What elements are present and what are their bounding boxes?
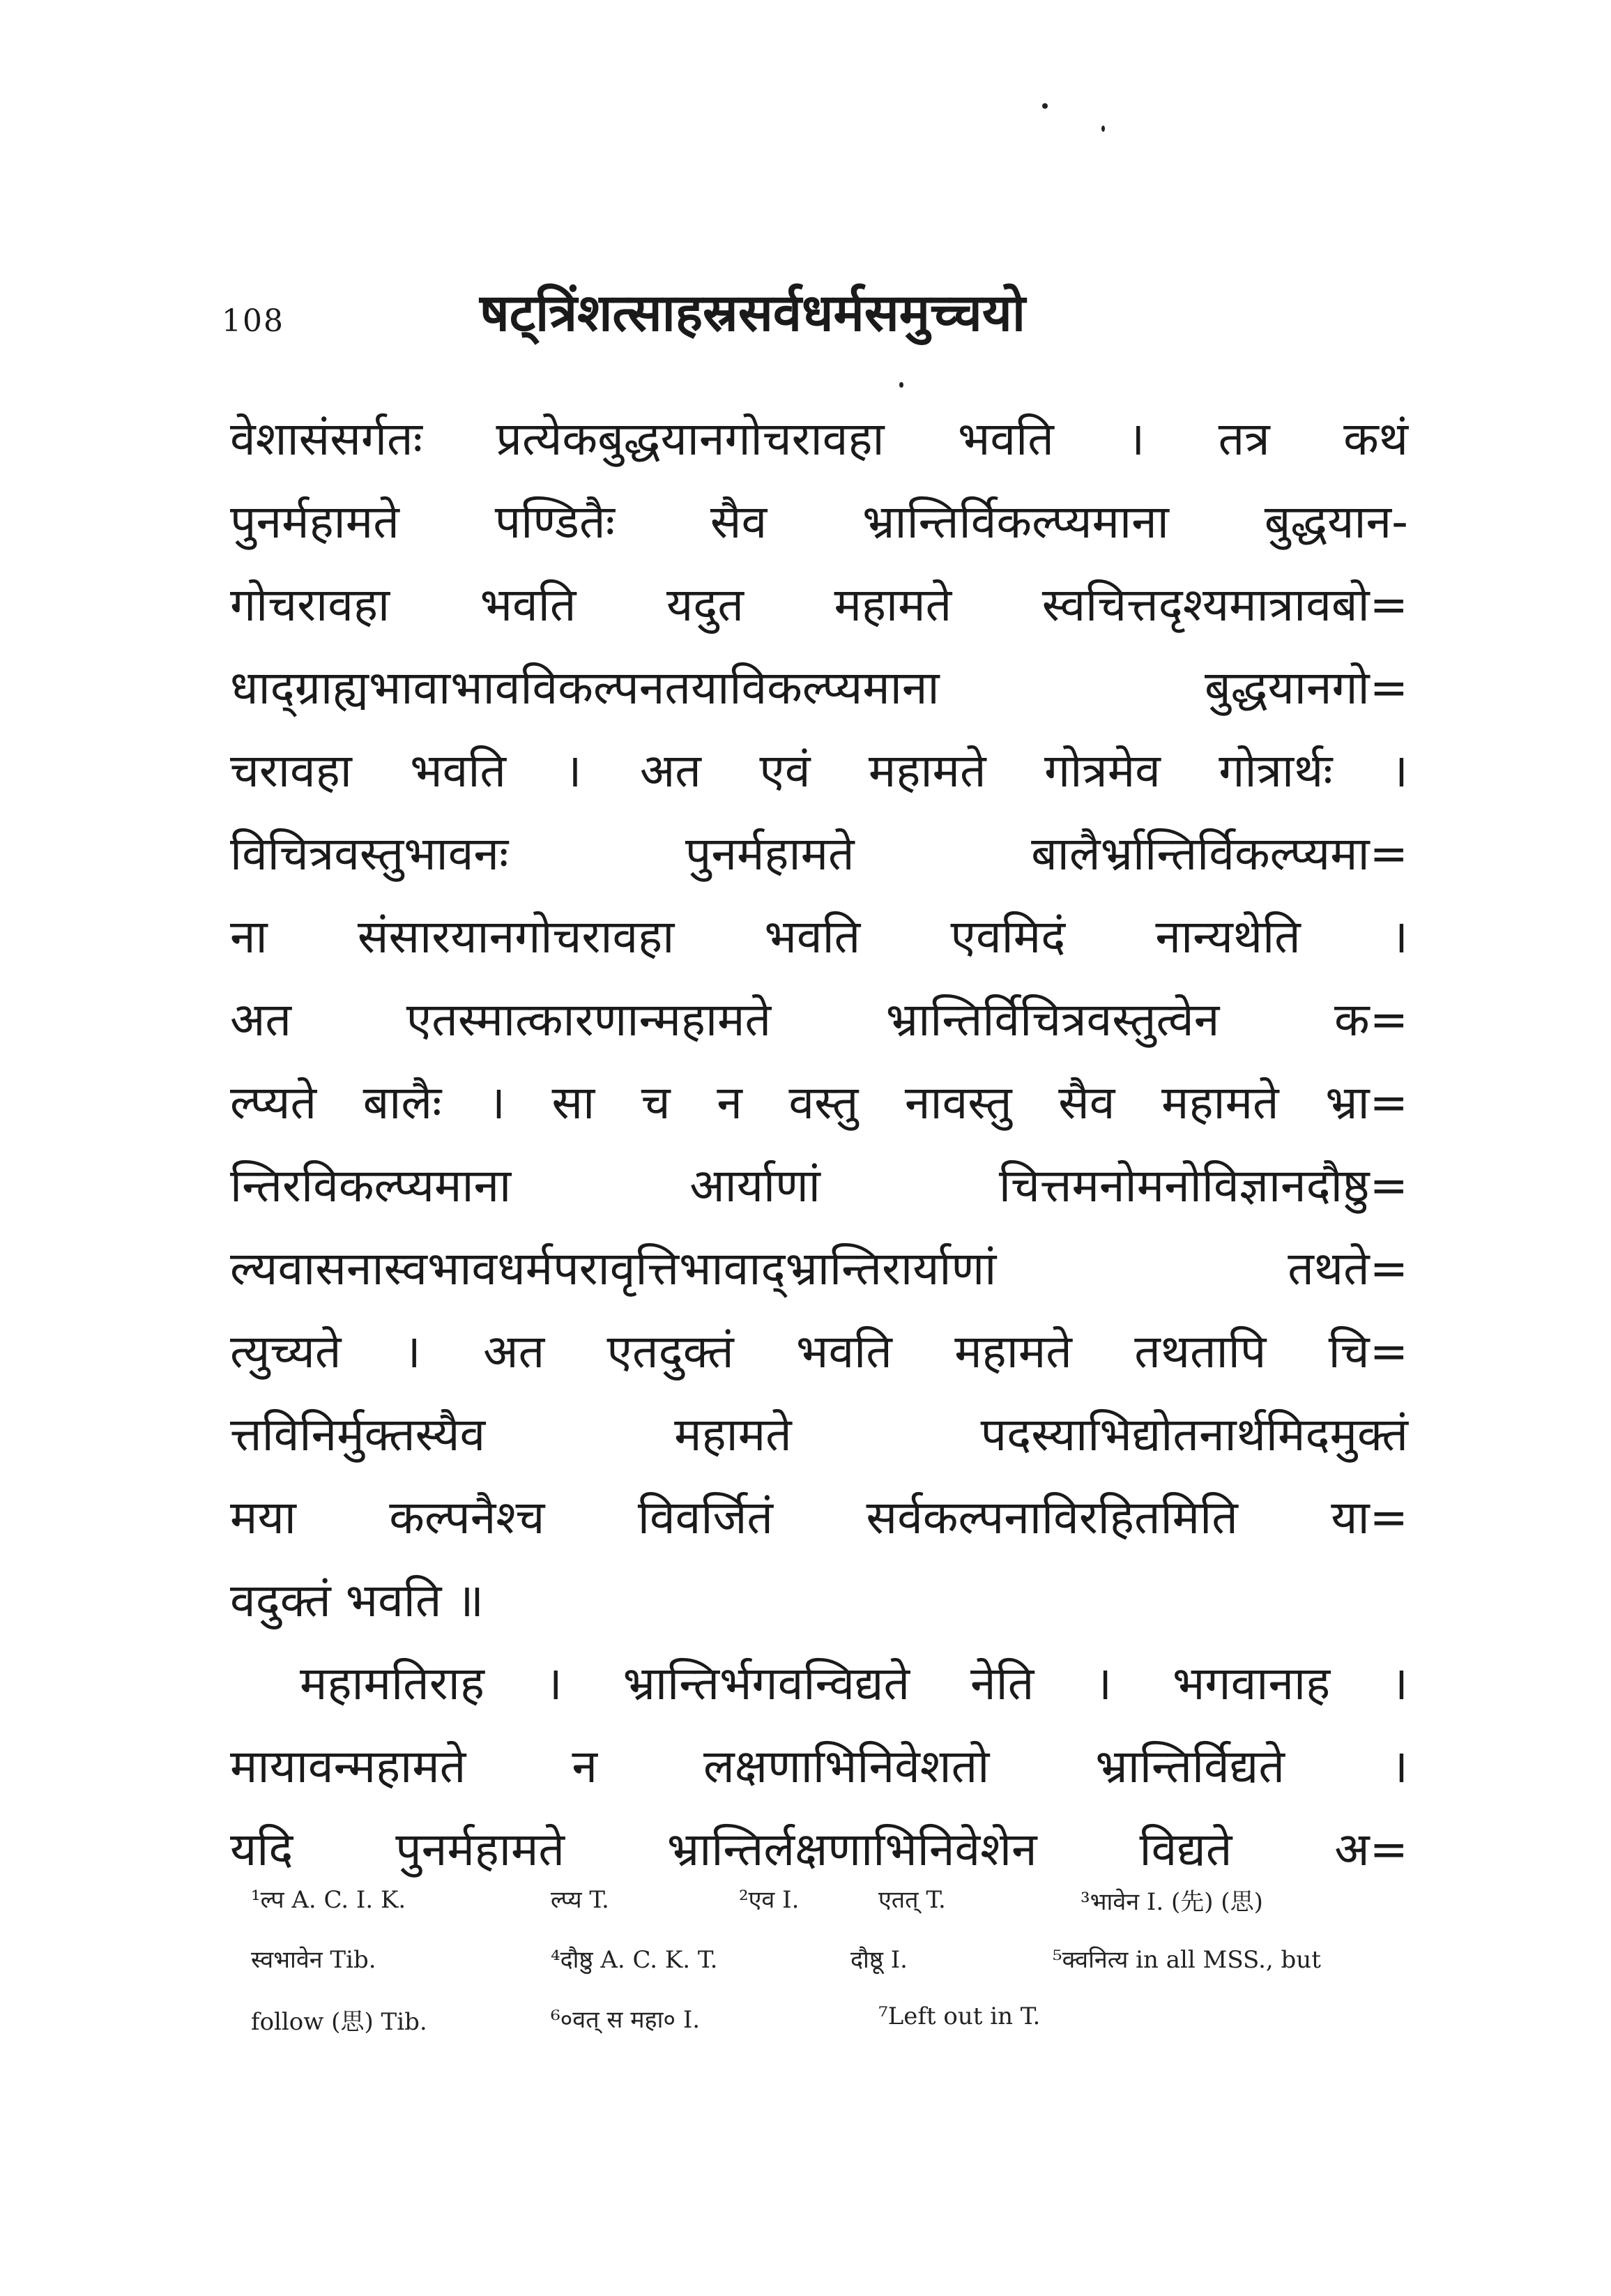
ink-speck bbox=[1042, 103, 1048, 109]
page-header bbox=[222, 275, 1407, 359]
footnote-1-variant: ¹ल्प A. C. I. K. bbox=[251, 1886, 406, 1914]
text-line: धाद्ग्राह्यभावाभावविकल्पनतयाविकल्प्यमाना बुद्धयानगो= bbox=[230, 661, 1408, 715]
text-line: यदि पुनर्महामते भ्रान्तिर्लक्षणाभिनिवेशेन विद्यते अ= bbox=[230, 1823, 1408, 1876]
footnote-2-variant: ²एव I. bbox=[739, 1886, 800, 1914]
ink-speck bbox=[1101, 126, 1105, 132]
text-line: त्युच्यते । अत एतदुक्तं भवति महामते तथतापि चि= bbox=[230, 1325, 1408, 1378]
text-line: विचित्रवस्तुभावनः पुनर्महामते बालैर्भ्रान्तिर्विकल्प्यमा= bbox=[230, 827, 1408, 881]
footnotes bbox=[251, 1883, 1415, 2062]
ink-speck bbox=[899, 382, 903, 388]
text-line: मायावन्महामते न लक्षणाभिनिवेशतो भ्रान्तिर्विद्यते । bbox=[230, 1740, 1408, 1793]
text-line: चरावहा भवति । अत एवं महामते गोत्रमेव गोत्रार्थः । bbox=[230, 744, 1408, 798]
footnote-7-note: ⁷Left out in T. bbox=[878, 2002, 1041, 2030]
page-number: 108 bbox=[222, 303, 284, 339]
text-line: गोचरावहा भवति यदुत महामते स्वचित्तदृश्यमात्रावबो= bbox=[230, 578, 1408, 632]
paragraph-start-line: महामतिराह । भ्रान्तिर्भगवन्विद्यते नेति । भगवानाह । bbox=[300, 1657, 1408, 1710]
footnote-1-variant-t: ल्प्य T. bbox=[551, 1886, 609, 1914]
running-title: षट्त्रिंशत्साहस्रसर्वधर्मसमुच्चयो bbox=[480, 283, 1025, 343]
footnote-5-continuation: follow (思) Tib. bbox=[251, 2008, 427, 2036]
text-line: पुनर्महामते पण्डितैः सैव भ्रान्तिर्विकल्प्यमाना बुद्धयान- bbox=[230, 495, 1408, 549]
text-line: ना संसारयानगोचरावहा भवति एवमिदं नान्यथेति । bbox=[230, 910, 1408, 964]
text-line: वदुक्तं भवति ॥ bbox=[230, 1574, 484, 1627]
footnote-4-variant-i: दौष्ठू I. bbox=[850, 1946, 908, 1974]
footnote-3-variant: ³भावेन I. (先) (思) bbox=[1081, 1888, 1263, 1916]
text-line: त्तविनिर्मुक्तस्यैव महामते पदस्याभिद्योतनार्थमिदमुक्तं bbox=[230, 1408, 1408, 1461]
footnote-row bbox=[251, 1943, 1415, 2002]
text-line: अत एतस्मात्कारणान्महामते भ्रान्तिर्विचित्रवस्तुत्वेन क= bbox=[230, 993, 1408, 1047]
footnote-5-variant: ⁵क्वनित्य in all MSS., but bbox=[1053, 1946, 1321, 1974]
footnote-4-variant: ⁴दौष्ठु A. C. K. T. bbox=[551, 1946, 718, 1974]
sanskrit-body-text bbox=[230, 397, 1408, 1891]
text-line: न्तिरविकल्प्यमाना आर्याणां चित्तमनोमनोविज्ञानदौष्ठु= bbox=[230, 1159, 1408, 1212]
text-line: ल्यवासनास्वभावधर्मपरावृत्तिभावाद्भ्रान्तिरार्याणां तथते= bbox=[230, 1242, 1408, 1295]
footnote-row bbox=[251, 2002, 1415, 2062]
text-line: वेशासंसर्गतः प्रत्येकबुद्धयानगोचरावहा भवति । तत्र कथं bbox=[230, 412, 1408, 466]
text-line: मया कल्पनैश्च विवर्जितं सर्वकल्पनाविरहितमिति या= bbox=[230, 1491, 1408, 1544]
footnote-3-variant-tib: स्वभावेन Tib. bbox=[251, 1946, 376, 1974]
footnote-row bbox=[251, 1883, 1415, 1943]
footnote-6-variant: ⁶०वत् स महा० I. bbox=[551, 2006, 701, 2034]
text-line: ल्प्यते बालैः । सा च न वस्तु नावस्तु सैव महामते भ्रा= bbox=[230, 1076, 1408, 1130]
footnote-2-variant-t: एतत् T. bbox=[878, 1886, 946, 1914]
